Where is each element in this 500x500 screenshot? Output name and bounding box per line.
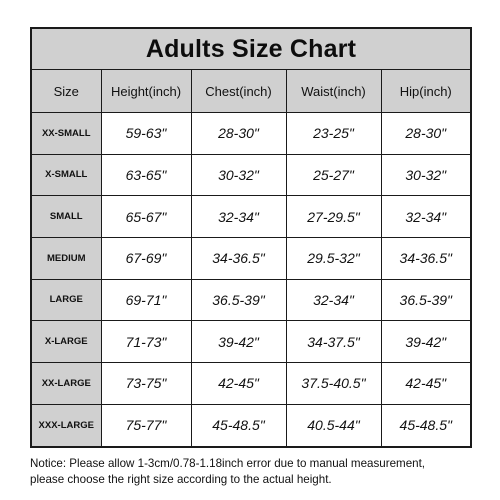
chest-value-cell: 28-30" — [191, 113, 286, 155]
hip-value-cell: 30-32" — [381, 154, 471, 196]
waist-value-cell: 34-37.5" — [286, 321, 381, 363]
chest-value-cell: 36.5-39" — [191, 279, 286, 321]
chest-value-cell: 39-42" — [191, 321, 286, 363]
waist-value-cell: 32-34" — [286, 279, 381, 321]
column-header-size: Size — [31, 70, 101, 113]
table-row — [31, 113, 471, 155]
table-row — [31, 404, 471, 447]
column-header-row — [31, 70, 471, 113]
size-label-cell: XX-LARGE — [31, 362, 101, 404]
size-label-cell: XXX-LARGE — [31, 404, 101, 447]
table-row — [31, 362, 471, 404]
column-header-height: Height(inch) — [101, 70, 191, 113]
height-value-cell: 59-63" — [101, 113, 191, 155]
height-value-cell: 73-75" — [101, 362, 191, 404]
chest-value-cell: 32-34" — [191, 196, 286, 238]
waist-value-cell: 29.5-32" — [286, 237, 381, 279]
chest-value-cell: 34-36.5" — [191, 237, 286, 279]
hip-value-cell: 28-30" — [381, 113, 471, 155]
notice-line-1: Notice: Please allow 1-3cm/0.78-1.18inch error due to manual measurement, — [30, 457, 426, 470]
size-label-cell: SMALL — [31, 196, 101, 238]
waist-value-cell: 40.5-44" — [286, 404, 381, 447]
height-value-cell: 63-65" — [101, 154, 191, 196]
table-row — [31, 279, 471, 321]
notice-text — [30, 456, 490, 488]
hip-value-cell: 36.5-39" — [381, 279, 471, 321]
table-row — [31, 321, 471, 363]
height-value-cell: 75-77" — [101, 404, 191, 447]
column-header-chest: Chest(inch) — [191, 70, 286, 113]
waist-value-cell: 27-29.5" — [286, 196, 381, 238]
waist-value-cell: 23-25" — [286, 113, 381, 155]
size-table-body — [31, 113, 471, 448]
size-label-cell: LARGE — [31, 279, 101, 321]
chest-value-cell: 45-48.5" — [191, 404, 286, 447]
waist-value-cell: 25-27" — [286, 154, 381, 196]
table-row — [31, 154, 471, 196]
height-value-cell: 71-73" — [101, 321, 191, 363]
waist-value-cell: 37.5-40.5" — [286, 362, 381, 404]
height-value-cell: 69-71" — [101, 279, 191, 321]
column-header-waist: Waist(inch) — [286, 70, 381, 113]
height-value-cell: 65-67" — [101, 196, 191, 238]
hip-value-cell: 34-36.5" — [381, 237, 471, 279]
size-label-cell: X-LARGE — [31, 321, 101, 363]
size-chart-table — [30, 27, 472, 448]
hip-value-cell: 39-42" — [381, 321, 471, 363]
table-row — [31, 237, 471, 279]
column-header-hip: Hip(inch) — [381, 70, 471, 113]
size-label-cell: XX-SMALL — [31, 113, 101, 155]
hip-value-cell: 32-34" — [381, 196, 471, 238]
hip-value-cell: 42-45" — [381, 362, 471, 404]
height-value-cell: 67-69" — [101, 237, 191, 279]
size-chart — [30, 27, 470, 448]
size-label-cell: X-SMALL — [31, 154, 101, 196]
chest-value-cell: 30-32" — [191, 154, 286, 196]
notice-line-2: please choose the right size according to the actual height. — [30, 473, 332, 486]
chest-value-cell: 42-45" — [191, 362, 286, 404]
size-label-cell: MEDIUM — [31, 237, 101, 279]
table-row — [31, 196, 471, 238]
hip-value-cell: 45-48.5" — [381, 404, 471, 447]
chart-title: Adults Size Chart — [31, 28, 471, 70]
